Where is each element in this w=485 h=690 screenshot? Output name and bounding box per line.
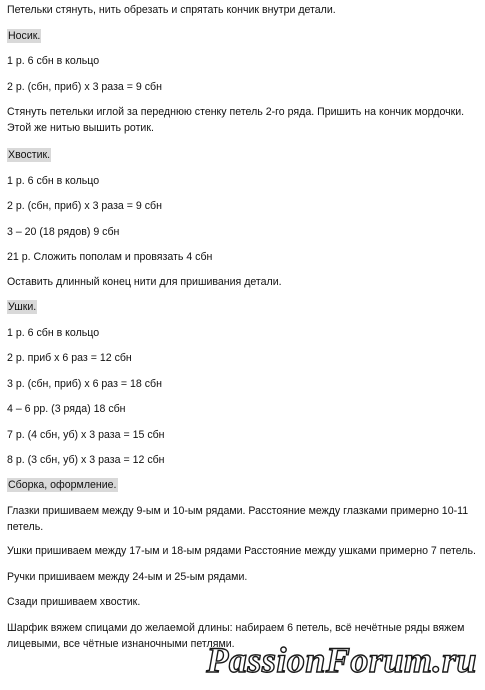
heading-nose-text: Носик. [8,30,41,42]
heading-assembly-text: Сборка, оформление. [8,479,117,491]
heading-nose [7,28,41,44]
assembly-ears: Ушки пришиваем между 17-ым и 18-ым рядами Расстояние между ушками примерно 7 петель. [7,545,476,557]
ears-rows-4-6: 4 – 6 рр. (3 ряда) 18 сбн [7,403,126,415]
tail-row-1: 1 р. 6 сбн в кольцо [7,175,100,187]
heading-tail [7,147,51,163]
tail-instruction: Оставить длинный конец нити для пришивания детали. [7,276,282,288]
tail-row-2: 2 р. (сбн, приб) х 3 раза = 9 сбн [7,200,162,212]
assembly-arms: Ручки пришиваем между 24-ым и 25-ым рядами. [7,571,248,583]
passionforum-watermark-logo: PassionForum.ru [206,640,477,680]
ears-row-1: 1 р. 6 сбн в кольцо [7,327,100,339]
assembly-tail: Сзади пришиваем хвостик. [7,596,141,608]
heading-assembly [7,477,118,493]
tail-rows-3-20: 3 – 20 (18 рядов) 9 сбн [7,226,120,238]
heading-ears-text: Ушки. [8,301,37,313]
ears-row-2: 2 р. приб х 6 раз = 12 сбн [7,352,132,364]
assembly-eyes: Глазки пришиваем между 9-ым и 10-ым рядами. Расстояние между глазками примерно 10-11 петель. [7,505,469,533]
heading-ears [7,299,37,315]
heading-tail-text: Хвостик. [8,149,51,161]
nose-row-1: 1 р. 6 сбн в кольцо [7,55,100,67]
nose-row-2: 2 р. (сбн, приб) х 3 раза = 9 сбн [7,81,162,93]
ears-row-8: 8 р. (3 сбн, уб) х 3 раза = 12 сбн [7,454,165,466]
assembly-scarf: Шарфик вяжем спицами до желаемой длины: набираем 6 петель, всё нечётные ряды вяжем лицевыми, все чётные изнаночными петлями. [7,622,465,650]
ears-row-3: 3 р. (сбн, приб) х 6 раз = 18 сбн [7,378,162,390]
nose-instruction: Стянуть петельки иглой за переднюю стенку петель 2-го ряда. Пришить на кончик мордочки. Этой же нитью вышить ротик. [7,106,465,134]
tail-row-21: 21 р. Сложить пополам и провязать 4 сбн [7,251,213,263]
paragraph-intro: Петельки стянуть, нить обрезать и спрятать кончик внутри детали. [7,4,336,16]
ears-row-7: 7 р. (4 сбн, уб) х 3 раза = 15 сбн [7,429,165,441]
